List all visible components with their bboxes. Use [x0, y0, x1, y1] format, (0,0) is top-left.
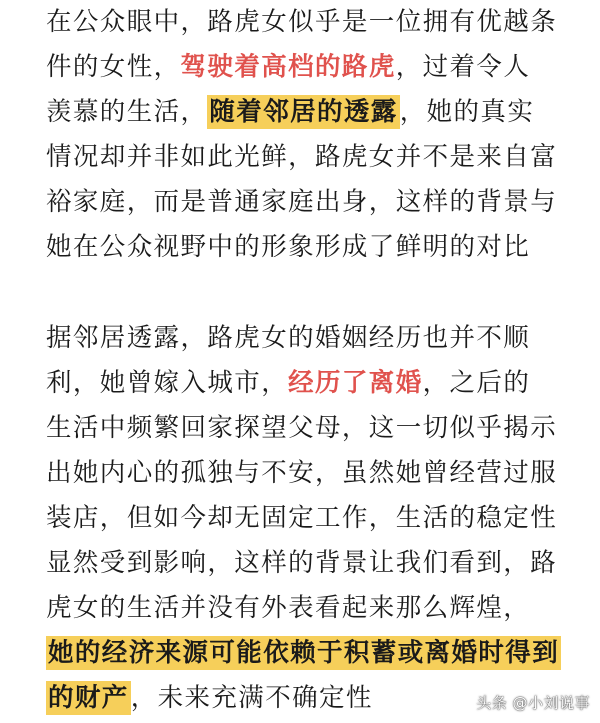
text-line: 生活中频繁回家探望父母，这一切似乎揭示	[46, 413, 558, 443]
paragraph-1	[0, 0, 566, 270]
text-line: 件的女性，驾驶着高档的路虎，过着令人	[46, 52, 531, 82]
text-line	[46, 631, 566, 676]
text-line: 羡慕的生活，随着邻居的透露，她的真实	[46, 97, 535, 127]
text-line: 的财产，未来充满不确定性	[48, 683, 373, 713]
highlighted-text: 的财产	[48, 683, 129, 713]
source-watermark: 头条 @小刘说事	[476, 694, 590, 712]
text-line: 在公众眼中，路虎女似乎是一位拥有优越条	[46, 7, 558, 37]
text-line: 出她内心的孤独与不安，虽然她曾经营过服	[46, 458, 558, 488]
text-line: 裕家庭，而是普通家庭出身，这样的背景与	[46, 187, 558, 217]
text-line: 利，她曾嫁入城市，经历了离婚，之后的	[46, 368, 531, 398]
text-line: 装店，但如今却无固定工作，生活的稳定性	[46, 503, 558, 533]
text-line: 据邻居透露，路虎女的婚姻经历也并不顺	[46, 323, 531, 353]
text-line: 情况却并非如此光鲜，路虎女并不是来自富	[46, 142, 558, 172]
highlighted-text: 她的经济来源可能依赖于积蓄或离婚时得到	[48, 638, 560, 668]
text-line: 她在公众视野中的形象形成了鲜明的对比	[46, 232, 531, 262]
red-emphasis-text: 经历了离婚	[288, 368, 423, 398]
text-line: 显然受到影响，这样的背景让我们看到，路	[46, 548, 558, 578]
text-line: 虎女的生活并没有外表看起来那么辉煌，	[46, 593, 531, 623]
red-emphasis-text: 驾驶着高档的路虎	[180, 52, 396, 82]
paragraph-2	[0, 316, 566, 721]
highlighted-text: 随着邻居的透露	[209, 97, 398, 127]
